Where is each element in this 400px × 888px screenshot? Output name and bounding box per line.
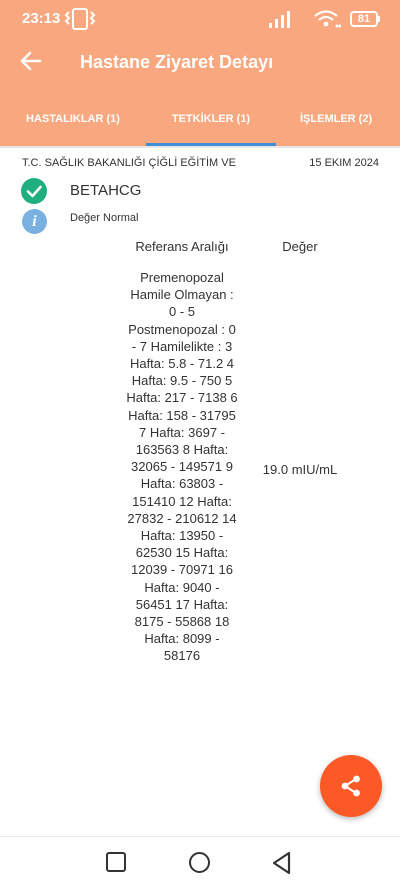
battery-icon	[350, 11, 378, 27]
vibrate-icon	[63, 8, 97, 30]
home-circle-icon[interactable]	[189, 852, 210, 873]
institution-name: T.C. SAĞLIK BAKANLIĞI ÇİĞLİ EĞİTİM VE	[22, 157, 236, 169]
value-header: Değer	[282, 239, 318, 254]
check-circle-icon	[21, 178, 47, 204]
info-icon: i	[22, 209, 47, 234]
tab-tests[interactable]: TETKİKLER (1)	[171, 113, 251, 125]
test-name: BETAHCG	[70, 182, 142, 199]
tab-diseases[interactable]: HASTALIKLAR (1)	[26, 113, 120, 125]
tab-bar	[0, 100, 400, 148]
reference-range-header: Referans Aralığı	[135, 239, 229, 254]
status-time: 23:13	[22, 10, 61, 27]
recents-square-icon[interactable]	[106, 852, 126, 872]
battery-level: 81	[357, 13, 371, 25]
back-triangle-icon[interactable]	[271, 851, 293, 875]
share-button[interactable]	[320, 755, 382, 817]
wifi-icon	[313, 9, 341, 29]
battery-tip	[378, 16, 380, 22]
system-nav-bar	[0, 836, 400, 888]
share-icon	[339, 774, 363, 798]
header-divider	[0, 146, 400, 148]
status-bar	[0, 0, 400, 36]
arrow-left-icon[interactable]	[18, 48, 44, 74]
page-title: Hastane Ziyaret Detayı	[80, 52, 274, 72]
reference-range-text: Premenopozal Hamile Olmayan : 0 - 5 Postmenopozal : 0 - 7 Hamilelikte : 3 Hafta: 5.8 - 71.2 4 Hafta: 9.5 - 750 5 Hafta: 217 - 7138 6 Hafta: 158 - 31795 7 Hafta: 3697 - 163563 8 Hafta: 32065 - 149571 9 Hafta: 63803 - 151410 12 Hafta: 27832 - 210612 14 Hafta: 13950 - 62530 15 Hafta: 12039 - 70971 16 Hafta: 9040 - 56451 17 Hafta: 8175 - 55868 18 Hafta: 8099 - 58176	[126, 270, 238, 664]
tab-procedures[interactable]: İŞLEMLER (2)	[300, 113, 373, 125]
signal-icon	[268, 10, 292, 28]
result-status: Değer Normal	[70, 212, 139, 224]
test-value: 19.0 mIU/mL	[262, 462, 338, 477]
visit-date: 15 EKIM 2024	[309, 157, 379, 169]
